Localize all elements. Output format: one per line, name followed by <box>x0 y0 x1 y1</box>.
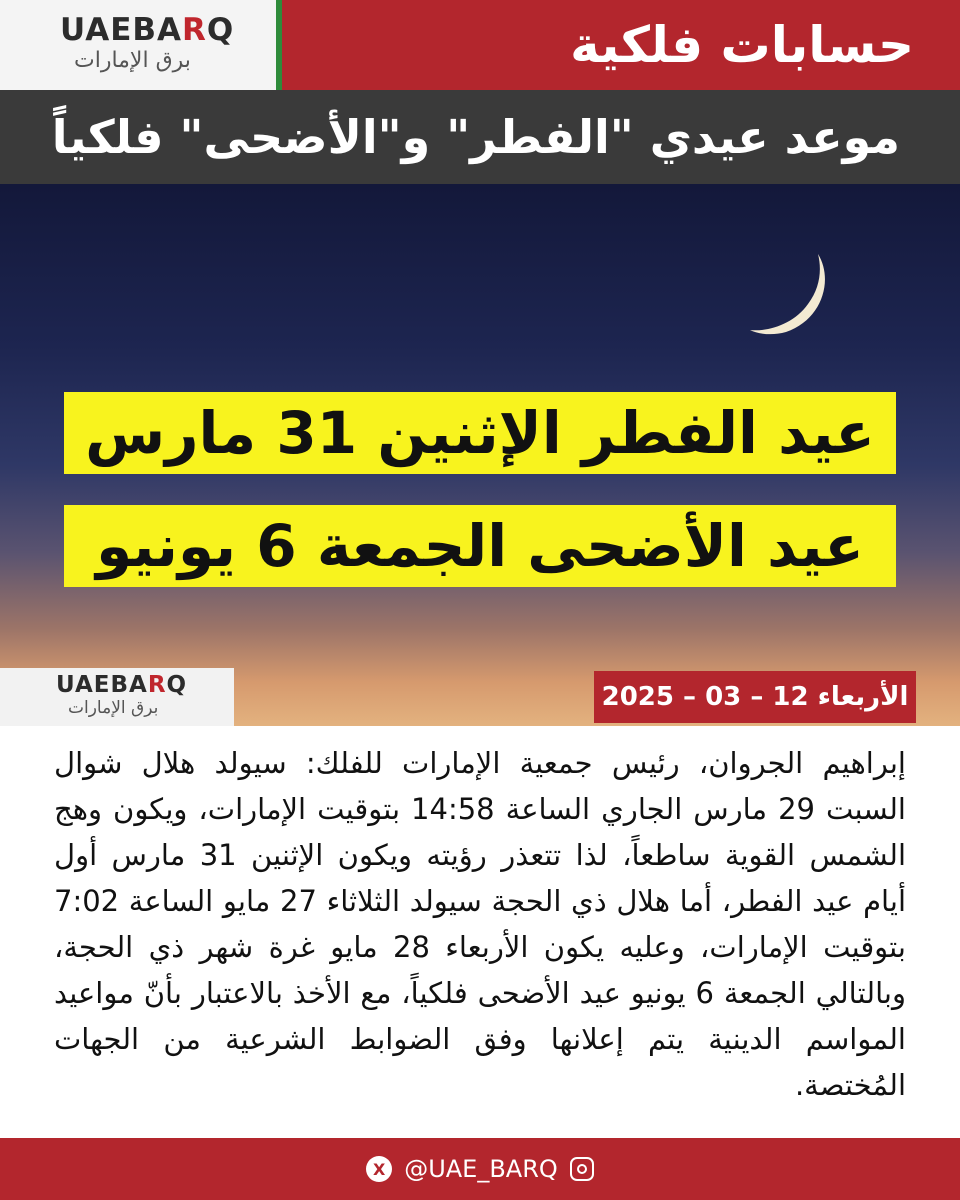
category-banner <box>282 0 960 90</box>
social-handle[interactable]: @UAE_BARQ <box>404 1155 558 1183</box>
social-footer <box>0 1138 960 1200</box>
logo2-latin-text: UAEBARQ <box>56 672 188 698</box>
instagram-icon[interactable] <box>570 1157 594 1181</box>
eid-al-fitr-text: عيد الفطر الإثنين 31 مارس <box>85 399 875 467</box>
date-text: الأربعاء 12 – 03 – 2025 <box>601 682 909 712</box>
date-badge <box>594 671 916 723</box>
eid-al-adha-highlight <box>64 505 896 587</box>
eid-al-fitr-highlight <box>64 392 896 474</box>
headline: موعد عيدي "الفطر" و"الأضحى" فلكياً <box>51 110 900 164</box>
x-icon[interactable]: X <box>366 1156 392 1182</box>
category-title: حسابات فلكية <box>570 16 914 74</box>
eid-al-adha-text: عيد الأضحى الجمعة 6 يونيو <box>96 512 864 580</box>
headline-band <box>0 90 960 184</box>
logo2-arabic-text: برق الإمارات <box>68 698 159 718</box>
logo-latin-text: UAEBARQ <box>60 12 235 48</box>
crescent-moon-icon <box>742 250 832 340</box>
logo-arabic-text: برق الإمارات <box>74 48 191 73</box>
brand-logo <box>0 0 282 90</box>
article-body: إبراهيم الجروان، رئيس جمعية الإمارات للفلك: سيولد هلال شوال السبت 29 مارس الجاري الساعة 14:58 بتوقيت الإمارات، ويكون وهج الشمس القوية ساطعاً، لذا تتعذر رؤيته ويكون الإثنين 31 مارس أول أيام عيد الفطر، أما هلال ذي الحجة سيولد الثلاثاء 27 مايو الساعة 7:02 بتوقيت الإمارات، وعليه يكون الأربعاء 28 مايو غرة شهر ذي الحجة، وبالتالي الجمعة 6 يونيو عيد الأضحى فلكياً، مع الأخذ بالاعتبار بأنّ مواعيد المواسم الدينية يتم إعلانها وفق الضوابط الشرعية من الجهات المُختصة. <box>54 746 907 1102</box>
secondary-logo <box>0 668 234 726</box>
